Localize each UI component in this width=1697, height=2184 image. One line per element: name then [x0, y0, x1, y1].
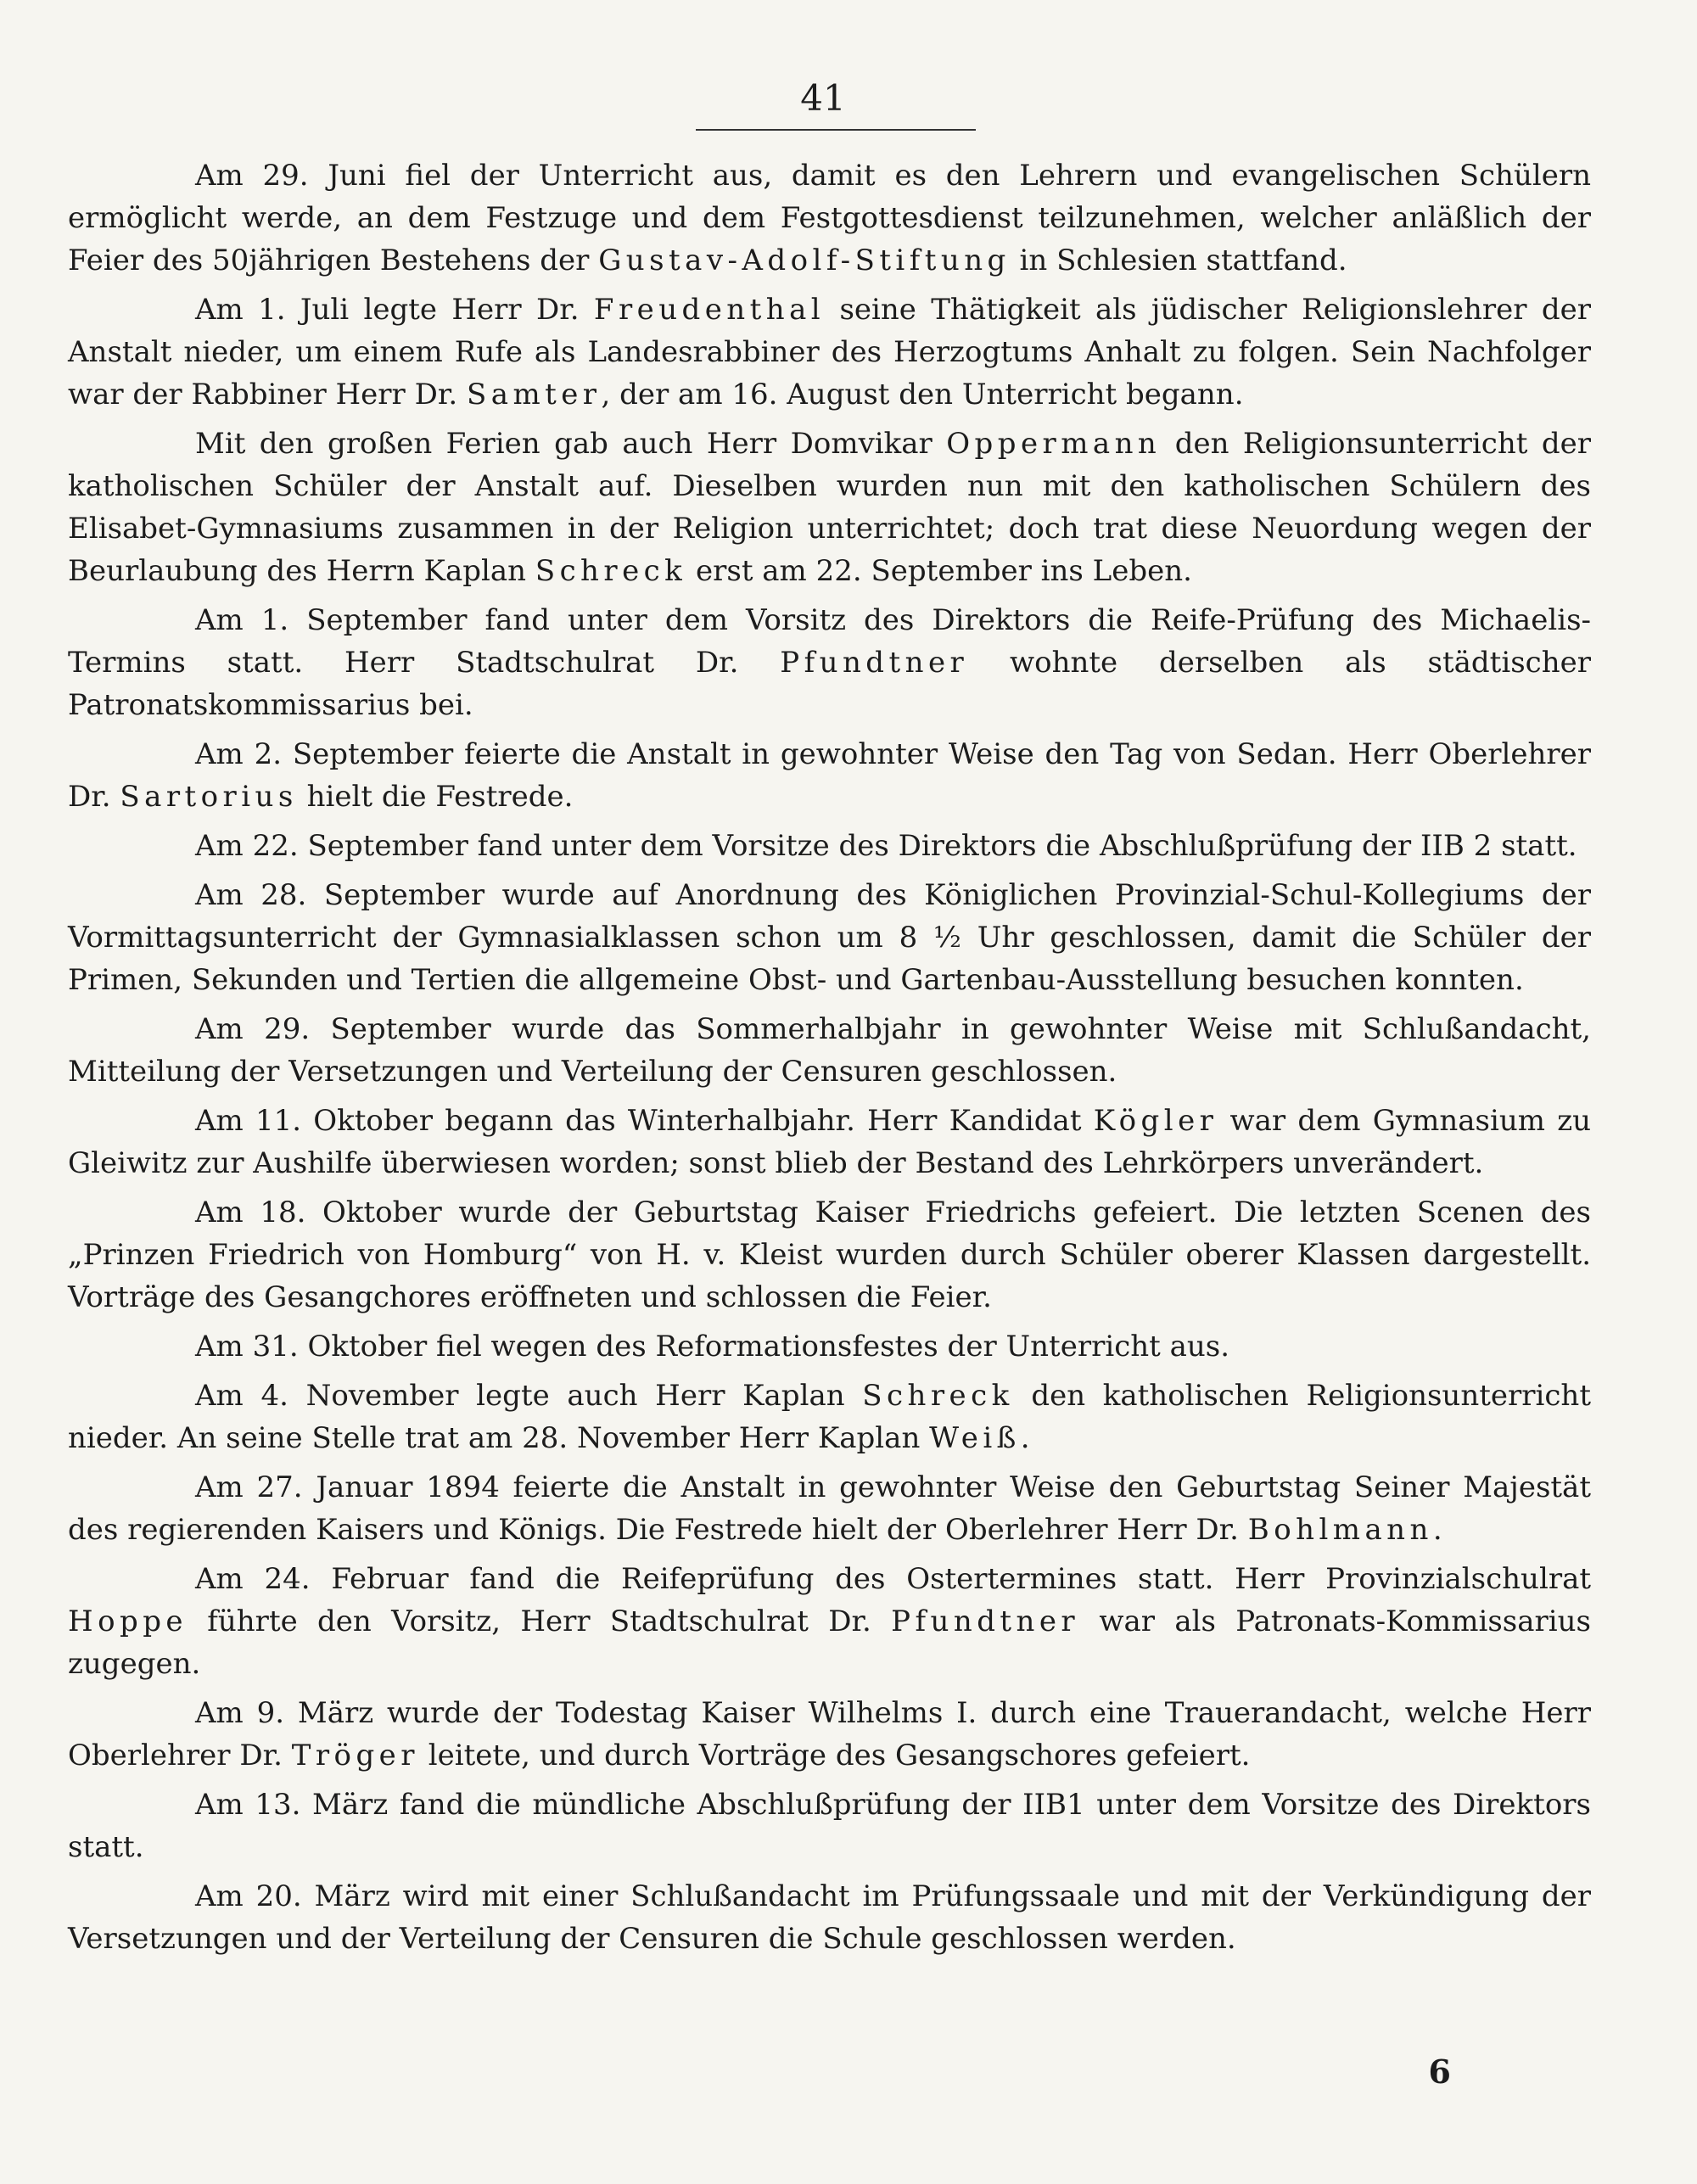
chronicle-paragraph: [68, 288, 1591, 416]
text-segment: Am 18. Oktober wurde der Geburtstag Kaiser Friedrichs gefeiert. Die letzten Scenen des „Prinzen Friedrich von Homburg“ von H. v. Kleist wurden durch Schüler oberer Klassen dargestellt. Vorträge des Gesangchores eröffneten und schlossen die Feier.: [68, 1196, 1591, 1314]
text-segment: , der am 16. August den Unterricht begann.: [601, 378, 1244, 412]
chronicle-paragraph: [68, 1100, 1591, 1184]
text-segment: in Schlesien stattfand.: [1010, 244, 1347, 277]
text-segment: hielt die Festrede.: [297, 780, 574, 814]
chronicle-paragraph: [68, 1375, 1591, 1459]
chronicle-paragraph: [68, 825, 1591, 867]
text-segment: den Religionsunterricht der katholischen Schüler der Anstalt auf. Dieselben wurden nun mit den katholischen Schülern des Elisabet-Gymnasiums zusammen in der Religion unterrichtet; doch trat diese Neuordung wegen der Beurlaubung des Herrn Kaplan: [68, 427, 1591, 588]
text-segment: war dem Gymnasium zu Gleiwitz zur Aushilfe überwiesen worden; sonst blieb der Bestand des Lehrkörpers unverändert.: [68, 1104, 1591, 1180]
spaced-name: Gustav-Adolf-Stiftung: [598, 244, 1011, 277]
text-segment: Am 27. Januar 1894 feierte die Anstalt in gewohnter Weise den Geburtstag Seiner Majestät des regierenden Kaisers und Königs. Die Festrede hielt der Oberlehrer Herr Dr.: [68, 1470, 1591, 1547]
chronicle-paragraph: [68, 874, 1591, 1001]
text-segment: .: [1020, 1421, 1030, 1455]
text-segment: wohnte derselben als städtischer Patronatskommissarius bei.: [68, 646, 1591, 722]
chronicle-paragraph: [68, 1008, 1591, 1093]
text-segment: Am 31. Oktober fiel wegen des Reformationsfestes der Unterricht aus.: [195, 1330, 1230, 1364]
text-segment: Am 29. September wurde das Sommerhalbjahr in gewohnter Weise mit Schlußandacht, Mitteilung der Versetzungen und Verteilung der Censuren geschlossen.: [68, 1012, 1591, 1089]
spaced-name: Freudenthal: [593, 293, 826, 327]
text-segment: Am 4. November legte auch Herr Kaplan: [195, 1379, 863, 1413]
text-segment: Am 9. März wurde der Todestag Kaiser Wilhelms I. durch eine Trauerandacht, welche Herr Oberlehrer Dr.: [68, 1696, 1591, 1772]
text-segment: Am 24. Februar fand die Reifeprüfung des Ostertermines statt. Herr Provinzialschulrat: [195, 1562, 1591, 1596]
spaced-name: Weiß: [929, 1421, 1021, 1455]
spaced-name: Kögler: [1093, 1104, 1218, 1138]
spaced-name: Hoppe: [68, 1604, 188, 1638]
chronicle-paragraph: [68, 1875, 1591, 1960]
spaced-name: Sartorius: [120, 780, 298, 814]
chronicle-paragraph: [68, 1692, 1591, 1777]
chronicle-paragraph: [68, 1191, 1591, 1319]
text-segment: war als Patronats-Kommissarius zugegen.: [68, 1604, 1592, 1681]
spaced-name: Oppermann: [946, 427, 1162, 461]
text-segment: Am 20. März wird mit einer Schlußandacht im Prüfungssaale und mit der Verkündigung der Versetzungen und der Verteilung der Censuren die Schule geschlossen werden.: [68, 1879, 1591, 1956]
text-segment: Am 11. Oktober begann das Winterhalbjahr. Herr Kandidat: [195, 1104, 1094, 1138]
text-segment: Am 28. September wurde auf Anordnung des Königlichen Provinzial-Schul-Kollegiums der Vormittagsunterricht der Gymnasialklassen schon um 8 ½ Uhr geschlossen, damit die Schüler der Primen, Sekunden und Tertien die allgemeine Obst- und Gartenbau-Ausstellung besuchen konnten.: [68, 878, 1591, 997]
spaced-name: Pfundtner: [780, 646, 969, 680]
text-segment: Am 13. März fand die mündliche Abschlußprüfung der IIB1 unter dem Vorsitze des Direktors statt.: [68, 1788, 1591, 1864]
chronicle-paragraph: [68, 423, 1591, 592]
text-segment: Am 29. Juni fiel der Unterricht aus, damit es den Lehrern und evangelischen Schülern ermöglicht werde, an dem Festzuge und dem Festgottesdienst teilzunehmen, welcher anläßlich der Feier des 50jährigen Bestehens der: [68, 159, 1591, 277]
text-segment: Mit den großen Ferien gab auch Herr Domvikar: [195, 427, 947, 461]
chronicle-paragraph: [68, 599, 1591, 726]
text-segment: Am 22. September fand unter dem Vorsitze des Direktors die Abschlußprüfung der IIB 2 statt.: [195, 829, 1577, 863]
chronicle-paragraph: [68, 1466, 1591, 1551]
chronicle-paragraph: [68, 1784, 1591, 1868]
spaced-name: Tröger: [291, 1739, 419, 1772]
chronicle-paragraph: [68, 733, 1591, 818]
spaced-name: Schreck: [535, 554, 687, 588]
spaced-name: Samter: [467, 378, 602, 412]
text-segment: Am 2. September feierte die Anstalt in gewohnter Weise den Tag von Sedan. Herr Oberlehrer Dr.: [68, 737, 1591, 814]
page-number: 41: [800, 77, 846, 119]
text-segment: leitete, und durch Vorträge des Gesangschores gefeiert.: [418, 1739, 1251, 1772]
chronicle-text: [68, 154, 1591, 1967]
spaced-name: Bohlmann: [1247, 1513, 1433, 1547]
text-segment: erst am 22. September ins Leben.: [686, 554, 1192, 588]
signature-mark: 6: [1428, 2052, 1451, 2091]
chronicle-paragraph: [68, 1558, 1591, 1685]
header-rule: [696, 129, 976, 131]
text-segment: führte den Vorsitz, Herr Stadtschulrat Dr.: [187, 1604, 892, 1638]
text-segment: Am 1. Juli legte Herr Dr.: [195, 293, 594, 327]
text-segment: Am 1. September fand unter dem Vorsitz des Direktors die Reife-Prüfung des Michaelis-Termins statt. Herr Stadtschulrat Dr.: [68, 603, 1591, 680]
chronicle-paragraph: [68, 154, 1591, 282]
text-segment: den katholischen Religionsunterricht nieder. An seine Stelle trat am 28. November Herr Kaplan: [68, 1379, 1591, 1455]
chronicle-paragraph: [68, 1325, 1591, 1368]
spaced-name: Pfundtner: [891, 1604, 1080, 1638]
text-segment: seine Thätigkeit als jüdischer Religionslehrer der Anstalt nieder, um einem Rufe als Landesrabbiner des Herzogtums Anhalt zu folgen. Sein Nachfolger war der Rabbiner Herr Dr.: [68, 293, 1592, 412]
spaced-name: Schreck: [862, 1379, 1014, 1413]
text-segment: .: [1432, 1513, 1442, 1547]
